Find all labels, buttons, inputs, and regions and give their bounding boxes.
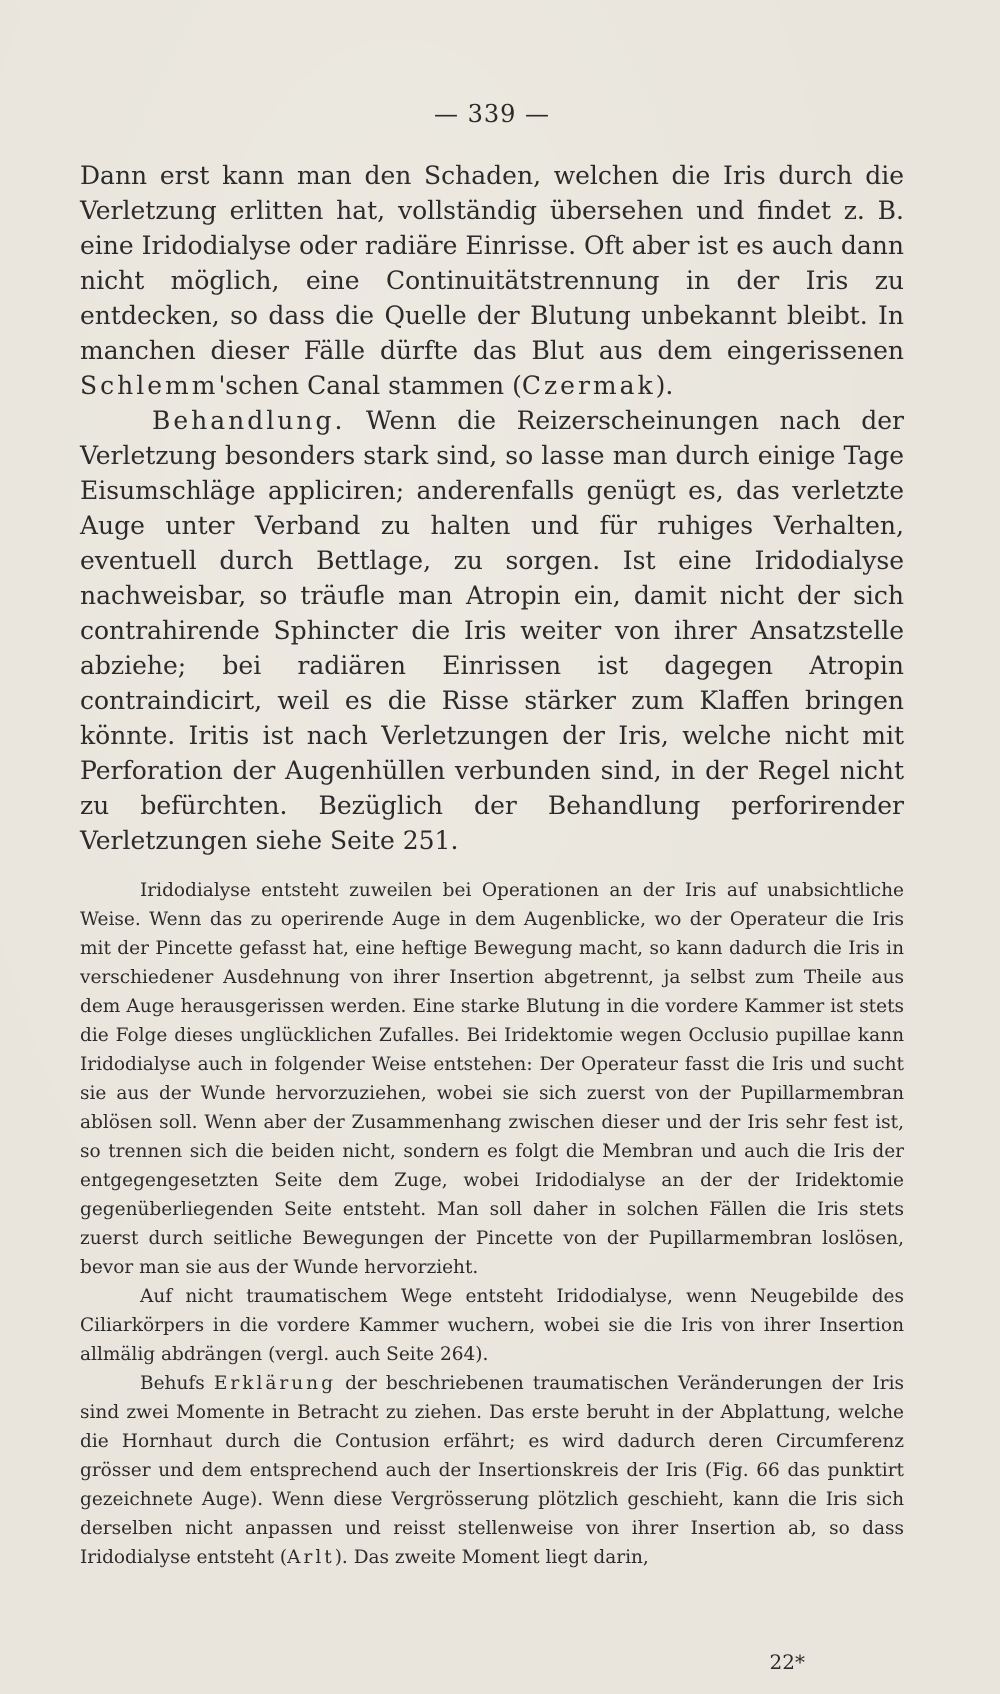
author-name-czermak: Czermak	[521, 371, 656, 400]
small-paragraph-3	[80, 1369, 904, 1572]
author-name-arlt: Arlt	[287, 1547, 335, 1568]
signature-mark: 22*	[769, 1650, 805, 1674]
small-print-section	[80, 876, 904, 1572]
small-paragraph-3-text-b: der beschriebenen traumatischen Veränderungen der Iris sind zwei Momente in Betracht zu ziehen. Das erste beruht in der Abplattung, welche die Hornhaut durch die Contusion erfährt; es wird dadurch deren Circumferenz grösser und dem entsprechend auch der Insertionskreis der Iris (Fig. 66 das punktirt gezeichnete Auge). Wenn diese Vergrösserung plötzlich geschieht, kann die Iris sich derselben nicht anpassen und reisst stellenweise von ihrer Insertion ab, so dass Iridodialyse entsteht (	[80, 1373, 904, 1568]
section-heading-behandlung: Behandlung.	[152, 406, 346, 435]
small-paragraph-3-text-a: Behufs	[140, 1373, 214, 1394]
small-paragraph-3-text-c: ). Das zweite Moment liegt darin,	[334, 1547, 649, 1568]
page-number: — 339 —	[433, 100, 551, 128]
paragraph-1-text-a: Dann erst kann man den Schaden, welchen die Iris durch die Verletzung erlitten hat, vollständig übersehen und findet z. B. eine Iridodialyse oder radiäre Einrisse. Oft aber ist es auch dann nicht möglich, eine Continuitätstrennung in der Iris zu entdecken, so dass die Quelle der Blutung unbekannt bleibt. In manchen dieser Fälle dürfte das Blut aus dem eingerissenen	[80, 161, 904, 365]
author-name-schlemm: Schlemm	[80, 371, 219, 400]
small-paragraph-2: Auf nicht traumatischem Wege entsteht Iridodialyse, wenn Neugebilde des Ciliarkörpers in die vordere Kammer wuchern, wobei sie die Iris von ihrer Insertion allmälig abdrängen (vergl. auch Seite 264).	[80, 1286, 904, 1365]
spaced-word-erklaerung: Erklärung	[213, 1373, 336, 1394]
paragraph-2	[80, 403, 904, 858]
paragraph-1-text-b: 'schen Canal stammen (	[218, 371, 522, 400]
paragraph-2-text: Wenn die Reizerscheinungen nach der Verletzung besonders stark sind, so lasse man durch einige Tage Eisumschläge appliciren; anderenfalls genügt es, das verletzte Auge unter Verband zu halten und für ruhiges Verhalten, eventuell durch Bettlage, zu sorgen. Ist eine Iridodialyse nachweisbar, so träufle man Atropin ein, damit nicht der sich contrahirende Sphincter die Iris weiter von ihrer Ansatzstelle abziehe; bei radiären Einrissen ist dagegen Atropin contraindicirt, weil es die Risse stärker zum Klaffen bringen könnte. Iritis ist nach Verletzungen der Iris, welche nicht mit Perforation der Augenhüllen verbunden sind, in der Regel nicht zu befürchten. Bezüglich der Behandlung perforirender Verletzungen siehe Seite 251.	[80, 406, 904, 855]
paragraph-1	[80, 158, 904, 403]
small-paragraph-1: Iridodialyse entsteht zuweilen bei Operationen an der Iris auf unabsichtliche Weise. Wenn das zu operirende Auge in dem Augenblicke, wo der Operateur die Iris mit der Pincette gefasst hat, eine heftige Bewegung macht, so kann dadurch die Iris in verschiedener Ausdehnung von ihrer Insertion abgetrennt, ja selbst zum Theile aus dem Auge herausgerissen werden. Eine starke Blutung in die vordere Kammer ist stets die Folge dieses unglücklichen Zufalles. Bei Iridektomie wegen Occlusio pupillae kann Iridodialyse auch in folgender Weise entstehen: Der Operateur fasst die Iris und sucht sie aus der Wunde hervorzuziehen, wobei sie sich zuerst von der Pupillarmembran ablösen soll. Wenn aber der Zusammenhang zwischen dieser und der Iris sehr fest ist, so trennen sich die beiden nicht, sondern es folgt die Membran und auch die Iris der entgegengesetzten Seite dem Zuge, wobei Iridodialyse an der der Iridektomie gegenüberliegenden Seite entsteht. Man soll daher in solchen Fällen die Iris stets zuerst durch seitliche Bewegungen der Pincette von der Pupillarmembran loslösen, bevor man sie aus der Wunde hervorzieht.	[80, 880, 904, 1278]
paragraph-1-text-c: ).	[655, 371, 674, 400]
main-text	[80, 158, 904, 858]
